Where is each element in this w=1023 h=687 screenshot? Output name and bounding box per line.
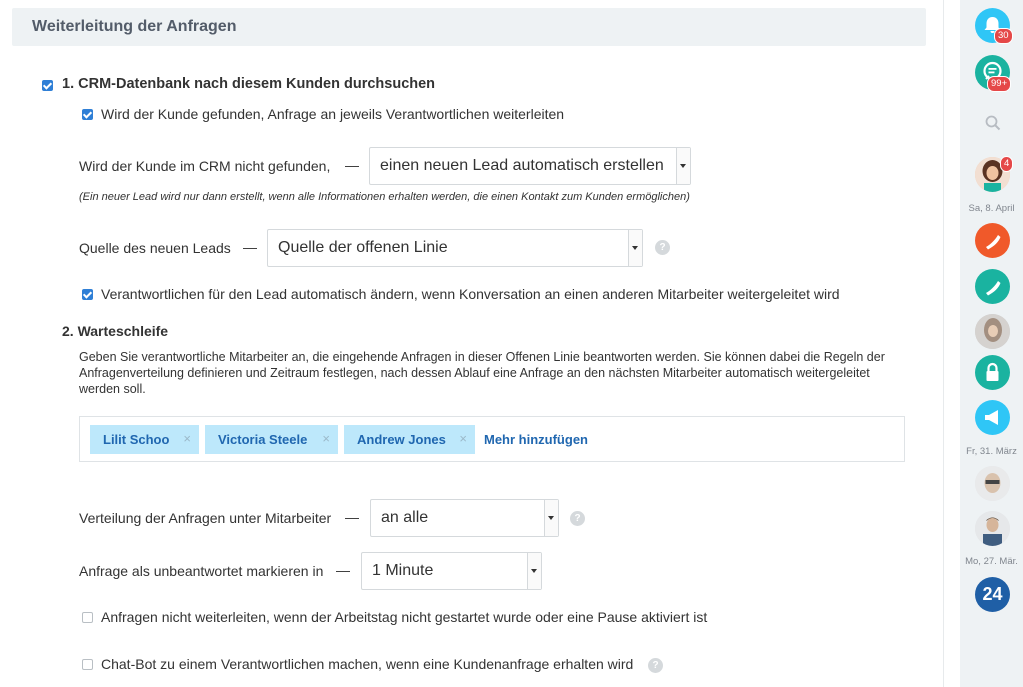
customer-found-checkbox[interactable]: [82, 109, 93, 120]
chatbot-label: Chat-Bot zu einem Verantwortlichen machen, wenn eine Kundenanfrage erhalten wird: [101, 656, 634, 672]
remove-icon[interactable]: ×: [183, 431, 191, 446]
dash: —: [243, 239, 257, 255]
member-tag: [344, 425, 475, 454]
bitrix24-logo[interactable]: [975, 577, 1010, 612]
distribution-select[interactable]: [370, 499, 559, 537]
remove-icon[interactable]: ×: [322, 431, 330, 446]
lead-creation-note: (Ein neuer Lead wird nur dann erstellt, wenn alle Informationen erhalten werden, die einen Kontakt zum Kunden ermöglichen): [79, 191, 690, 203]
chevron-down-icon: [544, 500, 558, 536]
chevron-down-icon: [527, 553, 541, 589]
avatar[interactable]: [975, 314, 1010, 349]
help-icon[interactable]: ?: [655, 240, 670, 255]
avatar[interactable]: [975, 511, 1010, 546]
lock-icon[interactable]: [975, 355, 1010, 390]
unanswered-label: Anfrage als unbeantwortet markieren in: [79, 563, 324, 579]
crm-search-label: 1. CRM-Datenbank nach diesem Kunden durchsuchen: [62, 76, 436, 92]
queue-description: Geben Sie verantwortliche Mitarbeiter an, die eingehende Anfragen in dieser Offenen Linie beantworten werden. Sie können dabei die Regeln der Anfragenverteilung definieren und Zeitraum festlegen, nach dessen Ablauf eine Anfrage an den nächsten Mitarbeiter automatisch weitergeleitet werden soll.: [79, 350, 885, 396]
panel-gap: [944, 0, 960, 687]
logo-text: 24: [982, 584, 1003, 604]
auto-change-responsible-checkbox[interactable]: [82, 289, 93, 300]
not-found-action-select[interactable]: [369, 147, 691, 185]
customer-found-label: Wird der Kunde gefunden, Anfrage an jeweils Verantwortlichen weiterleiten: [101, 106, 565, 122]
auto-change-responsible-label: Verantwortlichen für den Lead automatisch ändern, wenn Konversation an einen anderen Mitarbeiter weitergeleitet wird: [101, 286, 840, 302]
unanswered-time-value: 1 Minute: [372, 562, 434, 579]
distribution-value: an alle: [381, 509, 429, 526]
chats-badge: 99+: [987, 76, 1011, 92]
date-separator: Mo, 27. Mär.: [965, 556, 1018, 567]
member-name: Lilit Schoo: [103, 432, 170, 447]
help-icon[interactable]: ?: [648, 658, 663, 673]
dash: —: [345, 157, 359, 173]
member-tag: [90, 425, 199, 454]
remove-icon[interactable]: ×: [459, 431, 467, 446]
not-found-action-value: einen neuen Lead automatisch erstellen: [380, 157, 664, 174]
crm-search-checkbox[interactable]: [42, 80, 53, 91]
member-name: Andrew Jones: [357, 432, 446, 447]
date-separator: Sa, 8. April: [968, 203, 1015, 214]
distribution-label: Verteilung der Anfragen unter Mitarbeiter: [79, 510, 332, 526]
queue-title: 2. Warteschleife: [62, 323, 169, 339]
search-icon[interactable]: [984, 114, 1002, 132]
phone-icon[interactable]: [975, 269, 1010, 304]
queue-members-box[interactable]: [79, 416, 905, 462]
avatar-badge: 4: [1000, 156, 1013, 172]
megaphone-icon[interactable]: [975, 400, 1010, 435]
lead-source-label: Quelle des neuen Leads: [79, 240, 231, 256]
avatar[interactable]: [975, 466, 1010, 501]
member-tag: [205, 425, 338, 454]
unanswered-time-select[interactable]: [361, 552, 542, 590]
section-header: [12, 8, 926, 46]
lead-source-select[interactable]: [267, 229, 643, 267]
messenger-sidebar: [960, 0, 1023, 687]
member-name: Victoria Steele: [218, 432, 308, 447]
section-title: Weiterleitung der Anfragen: [32, 18, 237, 35]
not-found-label: Wird der Kunde im CRM nicht gefunden,: [79, 158, 331, 174]
dash: —: [345, 509, 359, 525]
no-forward-label: Anfragen nicht weiterleiten, wenn der Arbeitstag nicht gestartet wurde oder eine Pause aktiviert ist: [101, 609, 708, 625]
chatbot-checkbox[interactable]: [82, 659, 93, 670]
chevron-down-icon: [628, 230, 642, 266]
chevron-down-icon: [676, 148, 690, 184]
add-more-link[interactable]: Mehr hinzufügen: [484, 432, 588, 447]
notifications-badge: 30: [994, 28, 1013, 44]
lead-source-value: Quelle der offenen Linie: [278, 239, 448, 256]
date-separator: Fr, 31. März: [966, 446, 1017, 457]
help-icon[interactable]: ?: [570, 511, 585, 526]
no-forward-checkbox[interactable]: [82, 612, 93, 623]
phone-icon[interactable]: [975, 223, 1010, 258]
dash: —: [336, 562, 350, 578]
